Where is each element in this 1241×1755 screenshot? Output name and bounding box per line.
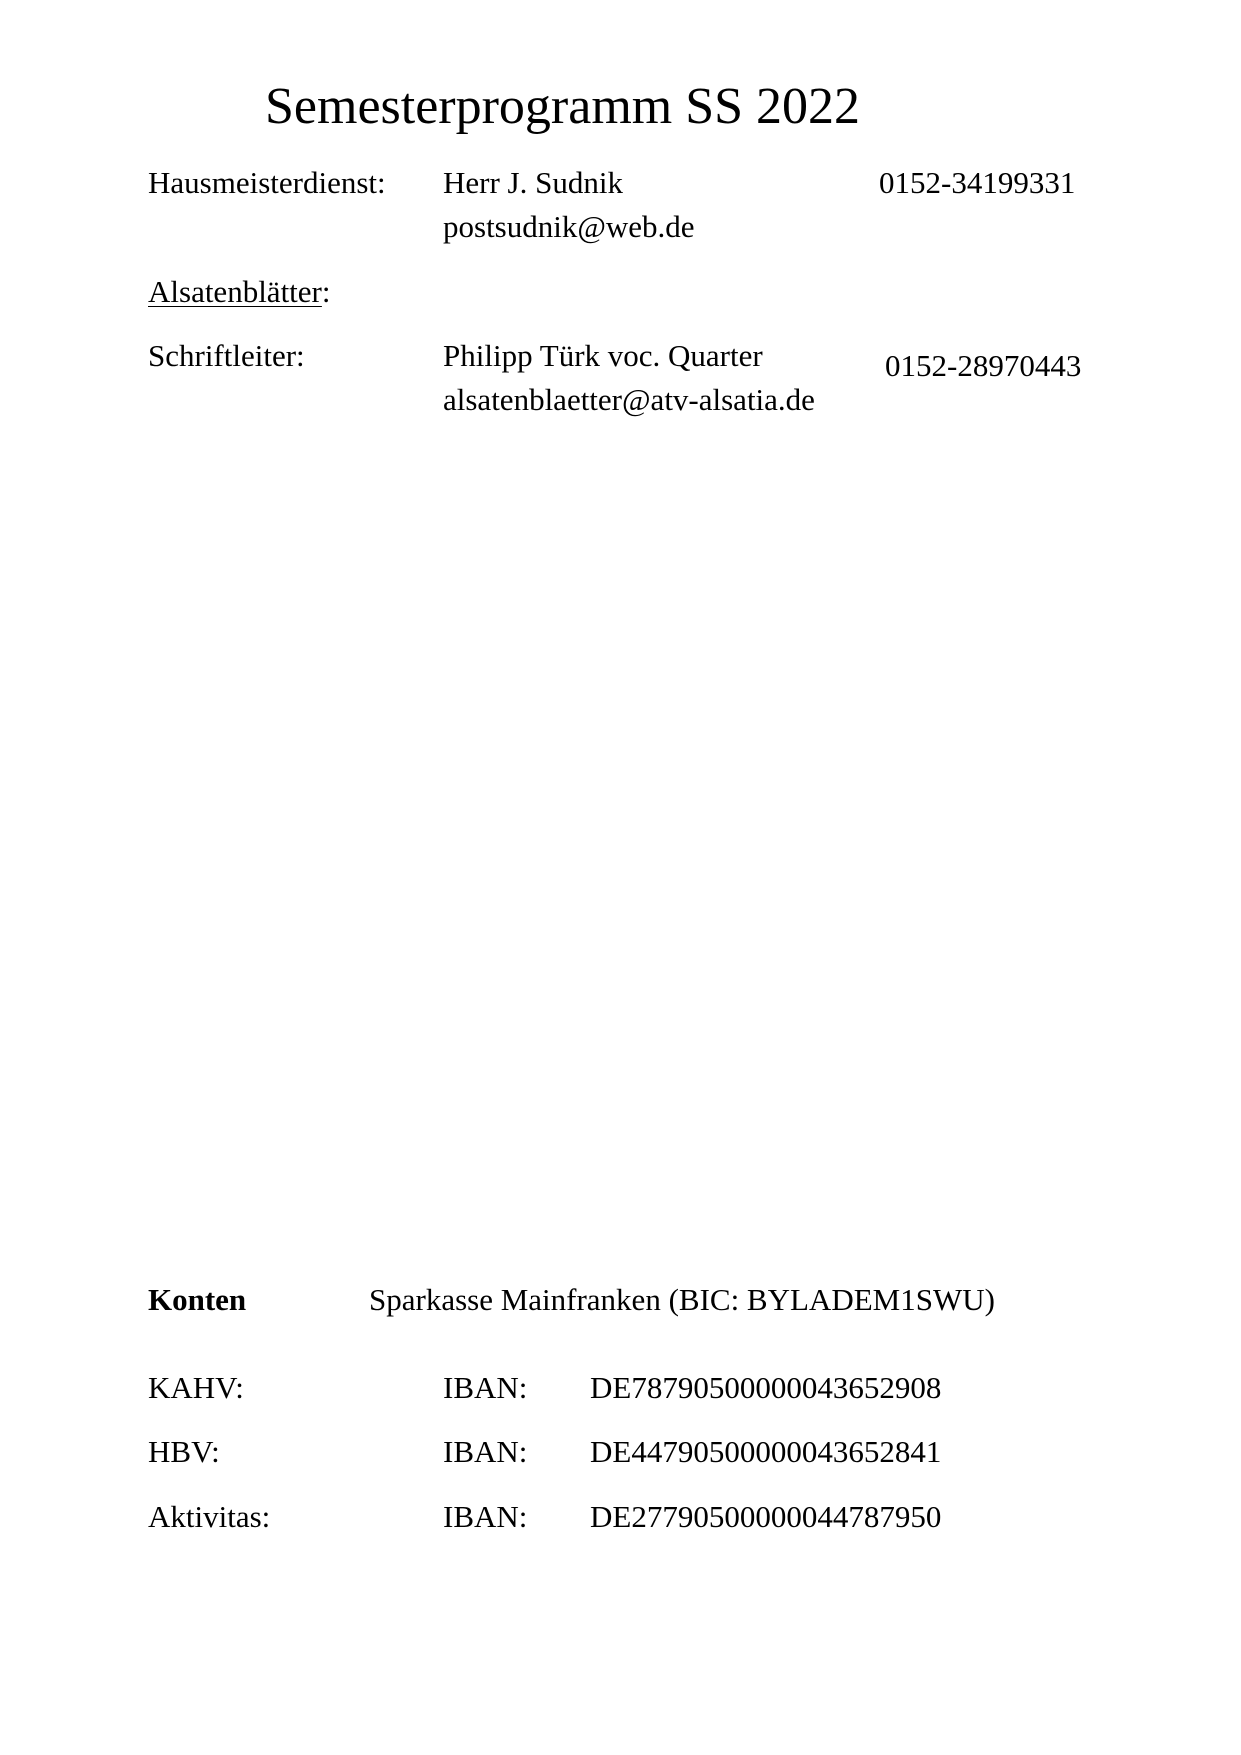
account-iban-label-aktivitas: IBAN:: [443, 1499, 528, 1534]
accounts-heading: Konten: [148, 1282, 247, 1317]
hausmeister-phone: 0152-34199331: [879, 165, 1076, 200]
account-iban-hbv: DE44790500000043652841: [590, 1434, 942, 1469]
schriftleiter-phone: 0152-28970443: [885, 348, 1082, 383]
account-iban-kahv: DE78790500000043652908: [590, 1370, 942, 1405]
account-label-hbv: HBV:: [148, 1434, 220, 1469]
alsatenblaetter-label: Alsatenblätter: [148, 274, 322, 309]
schriftleiter-name: Philipp Türk voc. Quarter: [443, 338, 763, 373]
alsatenblaetter-colon: :: [321, 274, 331, 309]
account-iban-label-hbv: IBAN:: [443, 1434, 528, 1469]
account-iban-label-kahv: IBAN:: [443, 1370, 528, 1405]
alsatenblaetter-heading: [148, 274, 331, 310]
account-label-kahv: KAHV:: [148, 1370, 244, 1405]
hausmeister-email[interactable]: postsudnik@web.de: [443, 209, 695, 244]
account-label-aktivitas: Aktivitas:: [148, 1499, 271, 1534]
accounts-bank: Sparkasse Mainfranken (BIC: BYLADEM1SWU): [369, 1282, 995, 1317]
hausmeister-name: Herr J. Sudnik: [443, 165, 623, 200]
schriftleiter-label: Schriftleiter:: [148, 338, 305, 373]
page-title: Semesterprogramm SS 2022: [265, 78, 861, 135]
schriftleiter-email[interactable]: alsatenblaetter@atv-alsatia.de: [443, 382, 815, 417]
account-iban-aktivitas: DE27790500000044787950: [590, 1499, 942, 1534]
hausmeister-label: Hausmeisterdienst:: [148, 165, 386, 200]
